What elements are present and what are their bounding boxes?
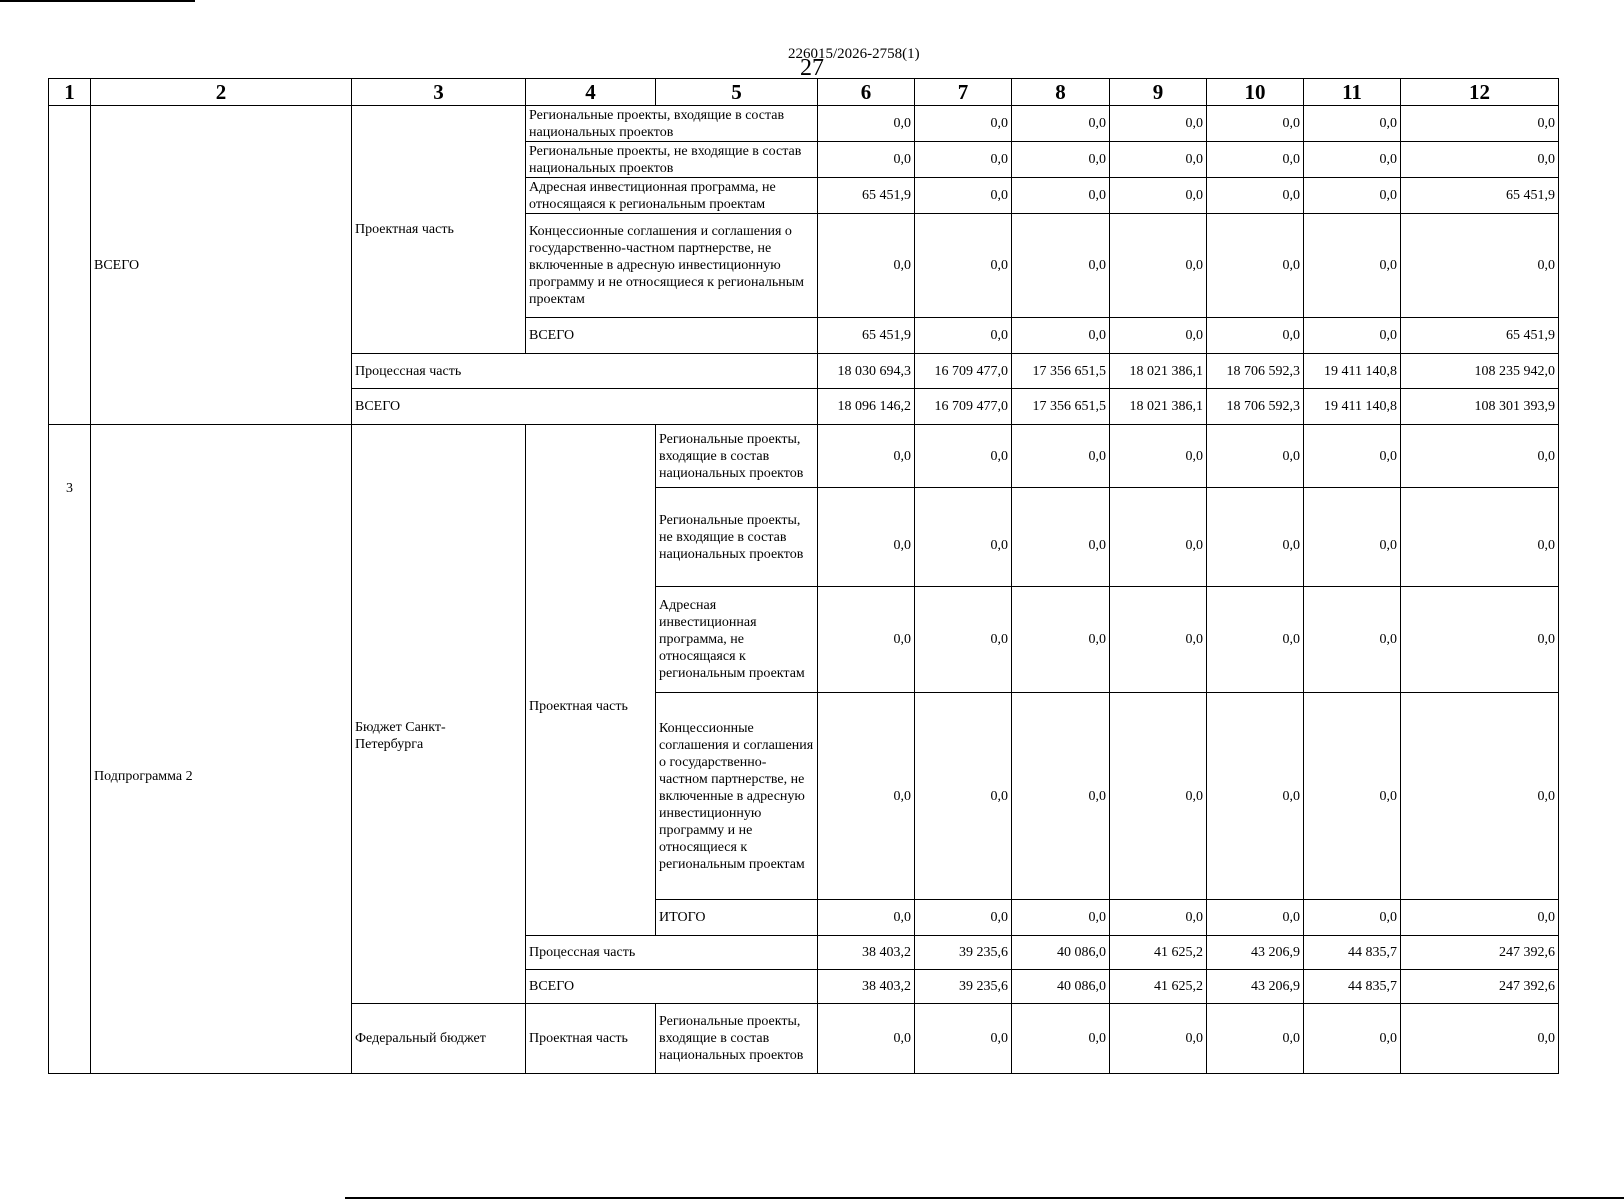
value-cell: 0,0 bbox=[915, 693, 1012, 900]
value-cell: 65 451,9 bbox=[1401, 318, 1559, 354]
value-cell: 0,0 bbox=[1304, 900, 1401, 936]
value-cell: 0,0 bbox=[1207, 900, 1304, 936]
value-cell: 0,0 bbox=[818, 693, 915, 900]
value-cell: 0,0 bbox=[915, 488, 1012, 587]
table-row bbox=[49, 106, 1559, 142]
value-cell: 0,0 bbox=[1304, 106, 1401, 142]
value-cell: 65 451,9 bbox=[818, 318, 915, 354]
value-cell: 18 096 146,2 bbox=[818, 389, 915, 425]
program-total-label: ВСЕГО bbox=[91, 106, 352, 425]
value-cell: 0,0 bbox=[1207, 587, 1304, 693]
value-cell: 0,0 bbox=[1207, 178, 1304, 214]
project-part-label: Проектная часть bbox=[352, 106, 526, 354]
value-cell: 108 301 393,9 bbox=[1401, 389, 1559, 425]
value-cell: 18 021 386,1 bbox=[1110, 389, 1207, 425]
value-cell: 41 625,2 bbox=[1110, 970, 1207, 1004]
value-cell: 0,0 bbox=[915, 425, 1012, 488]
value-cell: 0,0 bbox=[818, 587, 915, 693]
process-part-label: Процессная часть bbox=[352, 354, 818, 389]
value-cell: 0,0 bbox=[818, 488, 915, 587]
value-cell: 0,0 bbox=[1401, 106, 1559, 142]
value-cell: 0,0 bbox=[915, 587, 1012, 693]
value-cell: 0,0 bbox=[1304, 587, 1401, 693]
value-cell: 0,0 bbox=[1012, 587, 1110, 693]
value-cell: 39 235,6 bbox=[915, 970, 1012, 1004]
value-cell: 40 086,0 bbox=[1012, 970, 1110, 1004]
value-cell: 0,0 bbox=[915, 214, 1012, 318]
federal-budget-label: Федеральный бюджет bbox=[352, 1004, 526, 1074]
value-cell: 0,0 bbox=[1401, 587, 1559, 693]
rp-in-label: Региональные проекты, входящие в состав национальных проектов bbox=[526, 106, 818, 142]
scan-edge-top bbox=[0, 0, 195, 2]
value-cell: 0,0 bbox=[1012, 214, 1110, 318]
value-cell: 0,0 bbox=[915, 318, 1012, 354]
value-cell: 0,0 bbox=[1304, 1004, 1401, 1074]
value-cell: 18 021 386,1 bbox=[1110, 354, 1207, 389]
value-cell: 19 411 140,8 bbox=[1304, 354, 1401, 389]
col-head-6: 6 bbox=[818, 79, 915, 106]
col-head-12: 12 bbox=[1401, 79, 1559, 106]
value-cell: 0,0 bbox=[1012, 693, 1110, 900]
aip-label: Адресная инвестиционная программа, не относящаяся к региональным проектам bbox=[656, 587, 818, 693]
value-cell: 65 451,9 bbox=[1401, 178, 1559, 214]
value-cell: 0,0 bbox=[1110, 142, 1207, 178]
value-cell: 0,0 bbox=[1304, 693, 1401, 900]
value-cell: 247 392,6 bbox=[1401, 970, 1559, 1004]
value-cell: 0,0 bbox=[1401, 488, 1559, 587]
col-head-5: 5 bbox=[656, 79, 818, 106]
value-cell: 0,0 bbox=[1012, 425, 1110, 488]
value-cell: 0,0 bbox=[1012, 900, 1110, 936]
value-cell: 0,0 bbox=[1401, 693, 1559, 900]
rp-in-label: Региональные проекты, входящие в состав национальных проектов bbox=[656, 1004, 818, 1074]
value-cell: 0,0 bbox=[1207, 425, 1304, 488]
value-cell: 40 086,0 bbox=[1012, 936, 1110, 970]
col-head-11: 11 bbox=[1304, 79, 1401, 106]
value-cell: 0,0 bbox=[1401, 214, 1559, 318]
value-cell: 0,0 bbox=[915, 106, 1012, 142]
value-cell: 0,0 bbox=[1207, 318, 1304, 354]
value-cell: 0,0 bbox=[1110, 106, 1207, 142]
col-head-8: 8 bbox=[1012, 79, 1110, 106]
value-cell: 0,0 bbox=[818, 900, 915, 936]
value-cell: 0,0 bbox=[1304, 425, 1401, 488]
budget-table bbox=[48, 78, 1559, 1074]
value-cell: 0,0 bbox=[1401, 1004, 1559, 1074]
value-cell: 38 403,2 bbox=[818, 936, 915, 970]
page-number: 27 bbox=[800, 55, 824, 81]
value-cell: 0,0 bbox=[818, 1004, 915, 1074]
document-id: 226015/2026-2758(1) bbox=[788, 46, 920, 62]
value-cell: 0,0 bbox=[1304, 318, 1401, 354]
value-cell: 0,0 bbox=[818, 214, 915, 318]
process-part-label: Процессная часть bbox=[526, 936, 818, 970]
value-cell: 0,0 bbox=[1401, 142, 1559, 178]
project-total-label: ВСЕГО bbox=[526, 318, 818, 354]
value-cell: 0,0 bbox=[1110, 425, 1207, 488]
col-head-2: 2 bbox=[91, 79, 352, 106]
value-cell: 0,0 bbox=[1207, 142, 1304, 178]
value-cell: 0,0 bbox=[1401, 425, 1559, 488]
subprogram-total-label: ВСЕГО bbox=[526, 970, 818, 1004]
col-head-9: 9 bbox=[1110, 79, 1207, 106]
value-cell: 0,0 bbox=[1012, 178, 1110, 214]
itogo-label: ИТОГО bbox=[656, 900, 818, 936]
value-cell: 0,0 bbox=[1207, 693, 1304, 900]
value-cell: 0,0 bbox=[1110, 693, 1207, 900]
project-part-label: Проектная часть bbox=[526, 1004, 656, 1074]
value-cell: 0,0 bbox=[818, 142, 915, 178]
budget-spb-label: Бюджет Санкт-Петербурга bbox=[352, 425, 526, 1004]
col-head-4: 4 bbox=[526, 79, 656, 106]
rp-out-label: Региональные проекты, не входящие в состав национальных проектов bbox=[656, 488, 818, 587]
value-cell: 44 835,7 bbox=[1304, 970, 1401, 1004]
value-cell: 0,0 bbox=[1012, 142, 1110, 178]
value-cell: 0,0 bbox=[1110, 178, 1207, 214]
value-cell: 0,0 bbox=[1304, 178, 1401, 214]
value-cell: 41 625,2 bbox=[1110, 936, 1207, 970]
value-cell: 0,0 bbox=[1110, 900, 1207, 936]
aip-label: Адресная инвестиционная программа, не относящаяся к региональным проектам bbox=[526, 178, 818, 214]
value-cell: 0,0 bbox=[818, 106, 915, 142]
value-cell: 16 709 477,0 bbox=[915, 354, 1012, 389]
value-cell: 0,0 bbox=[1207, 106, 1304, 142]
table-row bbox=[49, 425, 1559, 488]
value-cell: 0,0 bbox=[915, 142, 1012, 178]
value-cell: 0,0 bbox=[915, 178, 1012, 214]
value-cell: 18 706 592,3 bbox=[1207, 389, 1304, 425]
value-cell: 0,0 bbox=[1401, 900, 1559, 936]
grand-total-label: ВСЕГО bbox=[352, 389, 818, 425]
value-cell: 108 235 942,0 bbox=[1401, 354, 1559, 389]
value-cell: 38 403,2 bbox=[818, 970, 915, 1004]
value-cell: 0,0 bbox=[1110, 318, 1207, 354]
value-cell: 0,0 bbox=[915, 1004, 1012, 1074]
rp-out-label: Региональные проекты, не входящие в состав национальных проектов bbox=[526, 142, 818, 178]
col-head-10: 10 bbox=[1207, 79, 1304, 106]
value-cell: 0,0 bbox=[1207, 488, 1304, 587]
value-cell: 0,0 bbox=[1012, 318, 1110, 354]
value-cell: 0,0 bbox=[1110, 214, 1207, 318]
value-cell: 43 206,9 bbox=[1207, 970, 1304, 1004]
value-cell: 65 451,9 bbox=[818, 178, 915, 214]
value-cell: 0,0 bbox=[1207, 214, 1304, 318]
value-cell: 0,0 bbox=[1304, 488, 1401, 587]
value-cell: 0,0 bbox=[1304, 142, 1401, 178]
column-number-row bbox=[49, 79, 1559, 106]
value-cell: 17 356 651,5 bbox=[1012, 354, 1110, 389]
project-part-label: Проектная часть bbox=[526, 425, 656, 936]
value-cell: 0,0 bbox=[1012, 1004, 1110, 1074]
value-cell: 0,0 bbox=[915, 900, 1012, 936]
value-cell: 39 235,6 bbox=[915, 936, 1012, 970]
value-cell: 0,0 bbox=[1304, 214, 1401, 318]
value-cell: 0,0 bbox=[1110, 1004, 1207, 1074]
value-cell: 18 030 694,3 bbox=[818, 354, 915, 389]
value-cell: 0,0 bbox=[1207, 1004, 1304, 1074]
value-cell: 0,0 bbox=[1012, 106, 1110, 142]
value-cell: 18 706 592,3 bbox=[1207, 354, 1304, 389]
value-cell: 19 411 140,8 bbox=[1304, 389, 1401, 425]
value-cell: 0,0 bbox=[818, 425, 915, 488]
concession-label: Концессионные соглашения и соглашения о государственно-частном партнерстве, не включенные в адресную инвестиционную программу и не относящиеся к региональным проектам bbox=[526, 214, 818, 318]
value-cell: 16 709 477,0 bbox=[915, 389, 1012, 425]
value-cell: 44 835,7 bbox=[1304, 936, 1401, 970]
subprogram-name: Подпрограмма 2 bbox=[91, 425, 352, 1074]
col-head-3: 3 bbox=[352, 79, 526, 106]
scan-edge-bottom bbox=[345, 1197, 1624, 1199]
col-head-7: 7 bbox=[915, 79, 1012, 106]
col-head-1: 1 bbox=[49, 79, 91, 106]
value-cell: 247 392,6 bbox=[1401, 936, 1559, 970]
concession-label: Концессионные соглашения и соглашения о государственно-частном партнерстве, не включенные в адресную инвестиционную программу и не относящиеся к региональным проектам bbox=[656, 693, 818, 900]
value-cell: 0,0 bbox=[1012, 488, 1110, 587]
value-cell: 0,0 bbox=[1110, 488, 1207, 587]
value-cell: 43 206,9 bbox=[1207, 936, 1304, 970]
row-number-cell bbox=[49, 106, 91, 425]
rp-in-label: Региональные проекты, входящие в состав национальных проектов bbox=[656, 425, 818, 488]
value-cell: 17 356 651,5 bbox=[1012, 389, 1110, 425]
value-cell: 0,0 bbox=[1110, 587, 1207, 693]
subprogram-number: 3 bbox=[49, 425, 91, 1074]
